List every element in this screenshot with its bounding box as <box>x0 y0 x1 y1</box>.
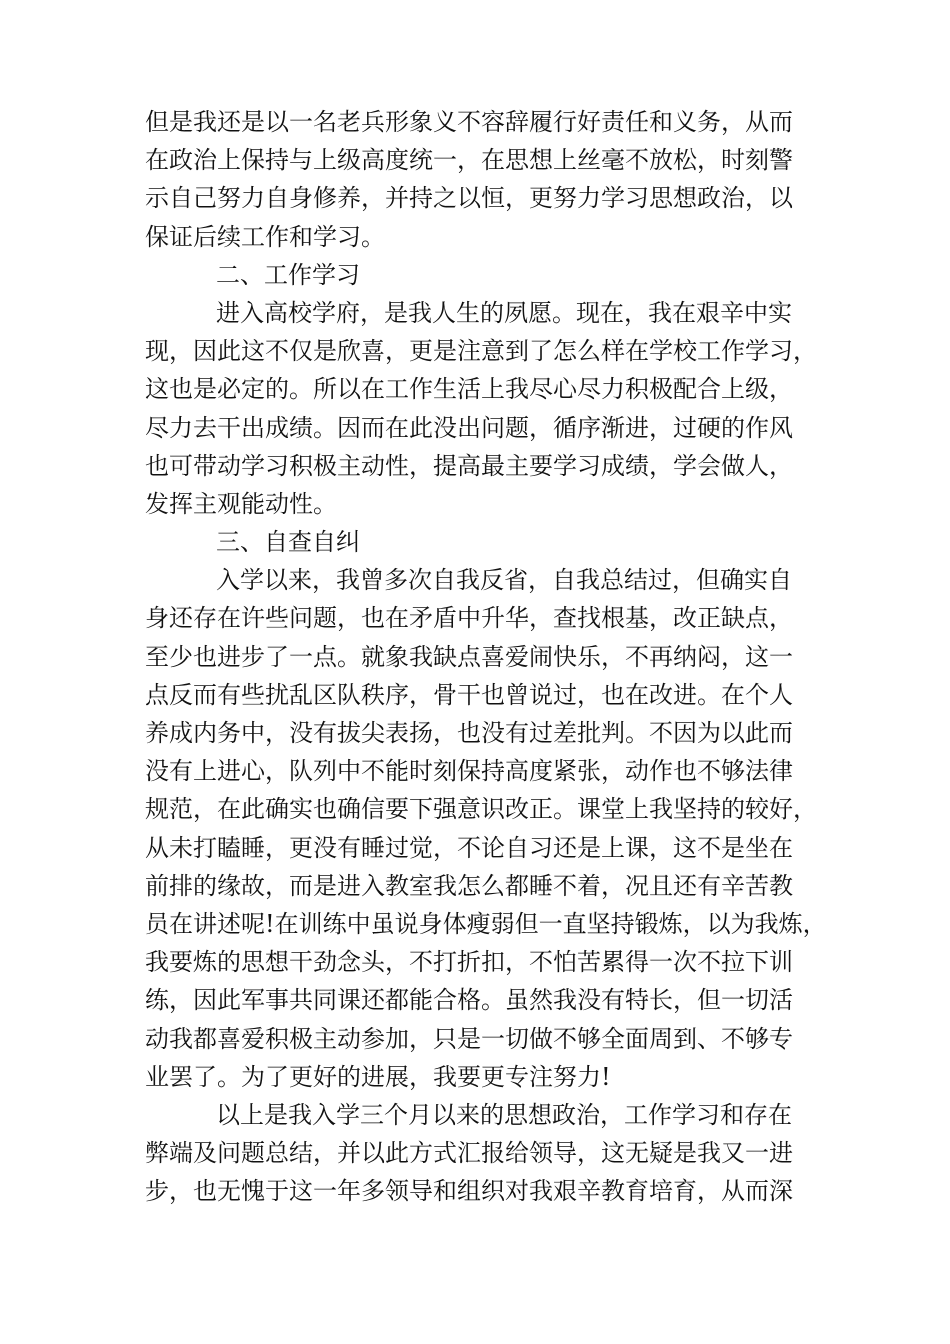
text-line: 入学以来，我曾多次自我反省，自我总结过，但确实自 <box>216 566 792 595</box>
text-line: 这也是必定的。所以在工作生活上我尽心尽力积极配合上级， <box>145 375 793 404</box>
text-line: 进入高校学府，是我人生的夙愿。现在，我在艰辛中实 <box>216 298 792 327</box>
text-line: 发挥主观能动性。 <box>145 489 337 518</box>
text-line: 业罢了。为了更好的进展，我要更专注努力! <box>145 1062 611 1091</box>
text-line: 保证后续工作和学习。 <box>145 222 385 251</box>
document-body <box>145 103 825 1210</box>
text-line: 规范，在此确实也确信要下强意识改正。课堂上我坚持的较好， <box>145 795 817 824</box>
text-line: 弊端及问题总结，并以此方式汇报给领导，这无疑是我又一进 <box>145 1139 793 1168</box>
text-line: 前排的缘故，而是进入教室我怎么都睡不着，况且还有辛苦教 <box>145 871 793 900</box>
text-line: 示自己努力自身修养，并持之以恒，更努力学习思想政治，以 <box>145 184 793 213</box>
section-heading: 三、自查自纠 <box>216 528 360 557</box>
text-line: 步，也无愧于这一年多领导和组织对我艰辛教育培育，从而深 <box>145 1177 793 1206</box>
text-line: 身还存在许些问题，也在矛盾中升华，查找根基，改正缺点， <box>145 604 793 633</box>
text-line: 动我都喜爱积极主动参加，只是一切做不够全面周到、不够专 <box>145 1024 793 1053</box>
text-line: 在政治上保持与上级高度统一，在思想上丝毫不放松，时刻警 <box>145 146 793 175</box>
text-line: 点反而有些扰乱区队秩序，骨干也曾说过，也在改进。在个人 <box>145 680 793 709</box>
text-line: 员在讲述呢!在训练中虽说身体瘦弱但一直坚持锻炼，以为我炼， <box>145 909 827 938</box>
text-line: 至少也进步了一点。就象我缺点喜爱闹快乐，不再纳闷，这一 <box>145 642 793 671</box>
section-heading: 二、工作学习 <box>216 260 360 289</box>
text-line: 我要炼的思想干劲念头，不打折扣，不怕苦累得一次不拉下训 <box>145 948 793 977</box>
text-line: 现，因此这不仅是欣喜，更是注意到了怎么样在学校工作学习， <box>145 337 817 366</box>
text-line: 没有上进心，队列中不能时刻保持高度紧张，动作也不够法律 <box>145 757 793 786</box>
text-line: 练，因此军事共同课还都能合格。虽然我没有特长，但一切活 <box>145 986 793 1015</box>
text-line: 也可带动学习积极主动性，提高最主要学习成绩，学会做人， <box>145 451 793 480</box>
text-line: 但是我还是以一名老兵形象义不容辞履行好责任和义务，从而 <box>145 108 793 136</box>
text-line: 养成内务中，没有拔尖表扬，也没有过差批判。不因为以此而 <box>145 719 793 747</box>
text-line: 从未打瞌睡，更没有睡过觉，不论自习还是上课，这不是坐在 <box>145 833 793 862</box>
text-line: 以上是我入学三个月以来的思想政治，工作学习和存在 <box>216 1100 792 1129</box>
text-line: 尽力去干出成绩。因而在此没出问题，循序渐进，过硬的作风 <box>145 413 793 442</box>
